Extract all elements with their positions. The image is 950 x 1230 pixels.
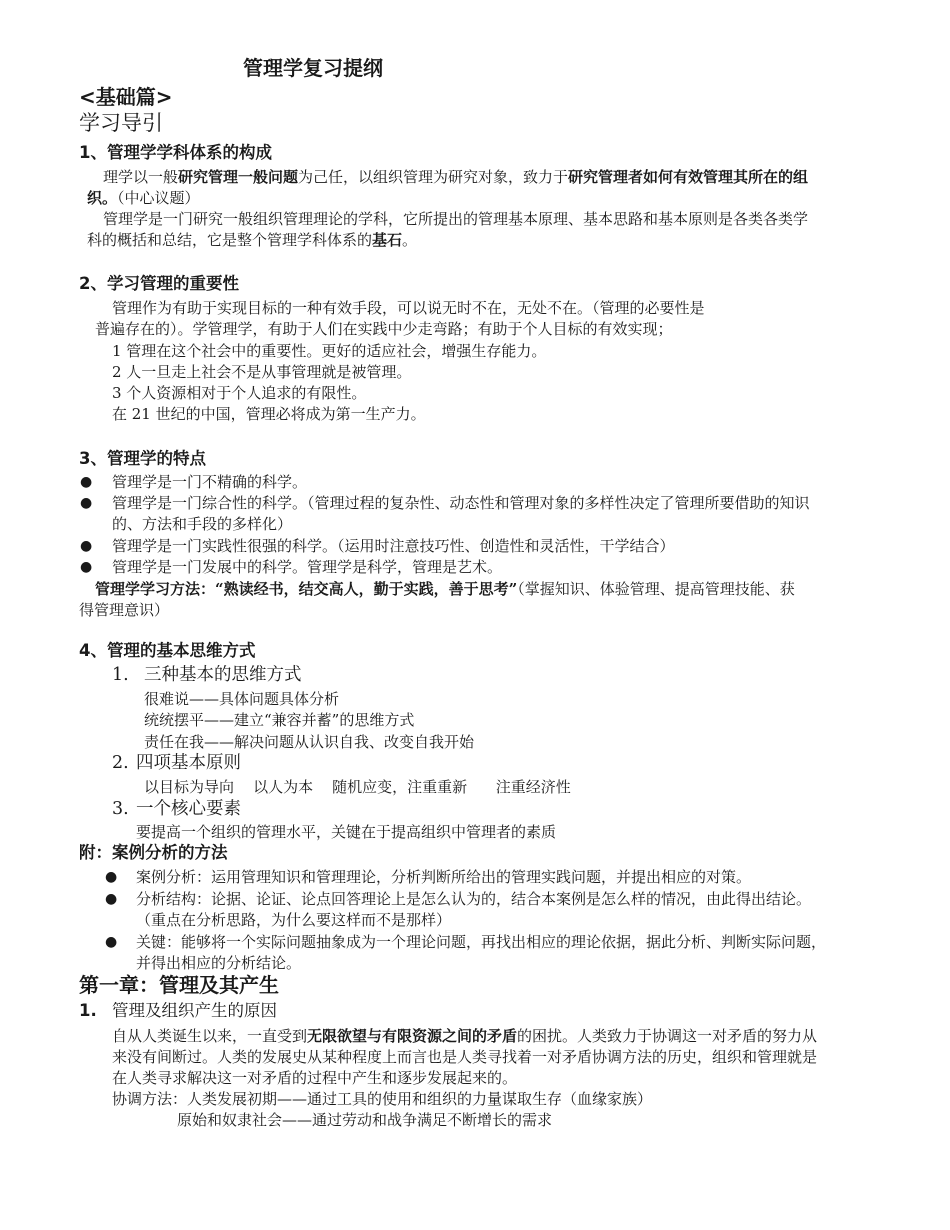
section-2-line: 管理作为有助于实现目标的一种有效手段，可以说无时不在，无处不在。（管理的必要性是 [112, 299, 705, 317]
chapter-1-para-line: 在人类寻求解决这一对矛盾的过程中产生和逐步发展起来的。 [112, 1069, 518, 1087]
text-run: （中心议题） [117, 189, 200, 207]
guide-title: 学习导引 [79, 111, 163, 135]
text-run-bold: 基石 [372, 231, 403, 249]
text-run: 自从人类诞生以来，一直受到 [112, 1027, 308, 1045]
section-2-heading: 2、学习管理的重要性 [79, 274, 239, 293]
item-1-line: 责任在我——解决问题从认识自我、改变自我开始 [144, 733, 475, 751]
section-1-para-2: 管理学是一门研究一般组织管理理论的学科，它所提出的管理基本原理、基本思路和基本原则是各类各类学 [103, 210, 809, 228]
bullet-icon: ● [80, 474, 93, 490]
chapter-1-para-line: 来没有间断过。人类的发展史从某种程度上而言也是人类寻找着一对矛盾协调方法的历史，组织和管理就是 [112, 1048, 818, 1066]
text-run: 理学以一般 [103, 168, 179, 186]
appendix-line: 分析结构：论据、论证、论点回答理论上是怎么认为的，结合本案例是怎么样的情况，由此得出结论。 [136, 890, 812, 908]
item-2-number: 2. [112, 753, 129, 773]
text-run: 的困扰。人类致力于协调这一对矛盾的努力从 [517, 1027, 818, 1045]
text-run-bold: 无限欲望与有限资源之间的矛盾 [307, 1027, 518, 1045]
section-3-bullet: 管理学是一门不精确的科学。 [112, 473, 308, 491]
section-4-heading: 4、管理的基本思维方式 [79, 641, 256, 660]
section-3-bullet: 管理学是一门发展中的科学。管理学是科学，管理是艺术。 [112, 558, 503, 576]
item-1-title: 三种基本的思维方式 [144, 665, 302, 685]
bullet-icon: ● [105, 934, 118, 950]
section-2-line: 1 管理在这个社会中的重要性。更好的适应社会，增强生存能力。 [112, 342, 547, 360]
appendix-line: 关键：能够将一个实际问题抽象成为一个理论问题，再找出相应的理论依据，据此分析、判断实际问题， [136, 933, 827, 951]
section-1-para-2-line-2 [87, 231, 417, 249]
item-2-title: 四项基本原则 [136, 753, 241, 773]
bullet-icon: ● [80, 559, 93, 575]
chapter-1-heading: 第一章：管理及其产生 [79, 973, 279, 997]
appendix-line: （重点在分析思路，为什么要这样而不是那样） [136, 911, 452, 929]
text-run: 为己任，以组织管理为研究对象，致力于 [298, 168, 569, 186]
text-run-bold: 研究管理者如何有效管理其所在的组 [568, 168, 809, 186]
section-1-para-1 [103, 168, 808, 186]
bullet-icon: ● [105, 891, 118, 907]
chapter-1-sub-title: 管理及组织产生的原因 [112, 1001, 277, 1020]
section-3-heading: 3、管理学的特点 [79, 449, 206, 468]
item-3-number: 3. [112, 799, 129, 819]
section-2-line: 3 个人资源相对于个人追求的有限性。 [112, 384, 367, 402]
section-1-heading: 1、管理学学科体系的构成 [79, 143, 272, 162]
item-1-line: 统统摆平——建立“兼容并蓄”的思维方式 [144, 711, 415, 729]
text-run-bold: 织。 [87, 189, 118, 207]
coordination-line: 原始和奴隶社会——通过劳动和战争满足不断增长的需求 [177, 1111, 553, 1129]
section-2-line: 普遍存在的）。学管理学，有助于人们在实践中少走弯路；有助于个人目标的有效实现； [95, 320, 673, 338]
appendix-line: 案例分析：运用管理知识和管理理论，分析判断所给出的管理实践问题，并提出相应的对策。 [136, 868, 752, 886]
bullet-icon: ● [105, 869, 118, 885]
bullet-icon: ● [80, 495, 93, 511]
item-1-number: 1. [112, 665, 129, 685]
section-1-para-1-line-2 [87, 189, 200, 207]
study-method-rest: （掌握知识、体验管理、提高管理技能、获 [517, 580, 795, 598]
part-title: <基础篇> [79, 85, 173, 109]
chapter-1-para [112, 1027, 817, 1045]
section-3-bullet: 管理学是一门实践性很强的科学。（运用时注意技巧性、创造性和灵活性，干学结合） [112, 537, 675, 555]
text-run: 。 [402, 231, 418, 249]
section-3-bullet: 管理学是一门综合性的科学。（管理过程的复杂性、动态性和管理对象的多样性决定了管理所要借助的知识 [112, 494, 810, 512]
text-run-bold: 研究管理一般问题 [178, 168, 299, 186]
section-3-bullet-cont: 的、方法和手段的多样化） [112, 515, 293, 533]
item-3-line: 要提高一个组织的管理水平，关键在于提高组织中管理者的素质 [136, 823, 557, 841]
study-method-label: 管理学学习方法： [95, 580, 216, 598]
item-3-title: 一个核心要素 [136, 799, 241, 819]
coordination-line: 协调方法：人类发展初期——通过工具的使用和组织的力量谋取生存（血缘家族） [112, 1090, 653, 1108]
appendix-heading: 附：案例分析的方法 [79, 843, 228, 862]
study-method [95, 580, 795, 598]
item-2-line: 以目标为导向 以人为本 随机应变，注重重新 注重经济性 [144, 778, 571, 796]
study-method-line-2: 得管理意识） [79, 601, 170, 619]
document-title: 管理学复习提纲 [243, 56, 383, 80]
appendix-line: 并得出相应的分析结论。 [136, 954, 302, 972]
study-method-quote: “熟读经书，结交高人，勤于实践，善于思考” [215, 580, 518, 598]
bullet-icon: ● [80, 538, 93, 554]
section-2-line: 在 21 世纪的中国，管理必将成为第一生产力。 [112, 405, 426, 423]
chapter-1-sub-number: 1. [79, 1001, 97, 1020]
section-2-line: 2 人一旦走上社会不是从事管理就是被管理。 [112, 363, 412, 381]
item-1-line: 很难说——具体问题具体分析 [144, 690, 340, 708]
text-run: 科的概括和总结，它是整个管理学科体系的 [87, 231, 373, 249]
